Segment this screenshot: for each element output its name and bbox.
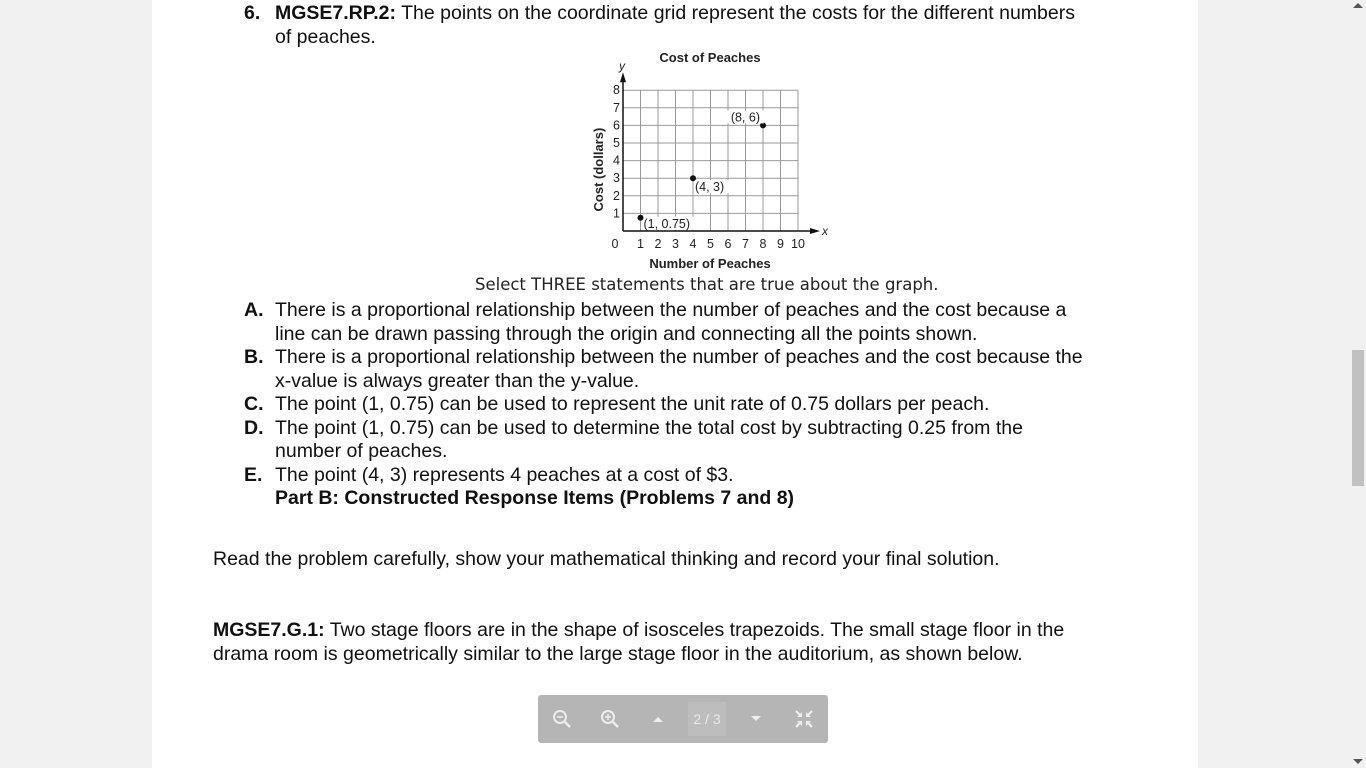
- x-axis-letter: x: [822, 224, 828, 238]
- page-indicator[interactable]: 2 / 3: [688, 702, 726, 736]
- data-point-label: (1, 0.75): [643, 216, 691, 231]
- option-text-line: x-value is always greater than the y-value.: [275, 369, 640, 392]
- option-letter: E.: [244, 463, 263, 486]
- option-text-line: There is a proportional relationship between the number of peaches and the cost because the: [275, 346, 1083, 368]
- option-text-line: The point (1, 0.75) can be used to represent the unit rate of 0.75 dollars per peach.: [275, 393, 990, 415]
- zoom-in-icon: [600, 709, 620, 729]
- chevron-up-icon: [652, 715, 664, 723]
- question-7-text: Two stage floors are in the shape of isosceles trapezoids. The small stage floor in the: [324, 619, 1065, 641]
- zoom-out-button[interactable]: [542, 695, 582, 743]
- x-tick-label: 4: [689, 237, 697, 251]
- exit-fullscreen-button[interactable]: [784, 695, 824, 743]
- option-text-line: The point (1, 0.75) can be used to determine the total cost by subtracting 0.25 from the: [275, 416, 1023, 439]
- y-tick-label: 5: [613, 136, 620, 150]
- vertical-scrollbar[interactable]: [1349, 0, 1366, 768]
- select-instruction: Select THREE statements that are true about the graph.: [475, 275, 939, 294]
- y-tick-label: 1: [613, 206, 620, 221]
- x-tick-label: 1: [637, 237, 644, 251]
- x-tick-label: 3: [672, 237, 679, 251]
- zoom-in-button[interactable]: [590, 695, 630, 743]
- y-axis-label: Cost (dollars): [591, 127, 606, 212]
- x-axis-arrow-icon: [810, 228, 820, 234]
- option-text-line: number of peaches.: [275, 440, 448, 462]
- y-axis-arrow-icon: [620, 72, 626, 82]
- y-tick-label: 7: [613, 100, 620, 115]
- x-tick-label: 2: [654, 237, 662, 251]
- x-tick-label: 5: [707, 237, 714, 251]
- y-axis-letter: y: [619, 59, 625, 74]
- scrollbar-thumb[interactable]: [1352, 350, 1364, 486]
- standard-code: MGSE7.RP.2:: [275, 2, 397, 24]
- question-6-line-2: of peaches.: [275, 26, 376, 48]
- option-text-line: The point (4, 3) represents 4 peaches at a cost of $3.: [275, 463, 734, 486]
- data-point-label: (8, 6): [730, 110, 760, 125]
- scroll-down-arrow-icon[interactable]: [1353, 759, 1363, 764]
- x-tick-label: 8: [759, 237, 767, 251]
- cost-of-peaches-chart: [580, 45, 840, 275]
- zoom-out-icon: [552, 709, 572, 729]
- question-text: The points on the coordinate grid represent the costs for the different numbers: [401, 2, 1075, 24]
- y-tick-label: 2: [613, 188, 620, 203]
- data-point-label: (4, 3): [695, 180, 725, 195]
- read-instruction: Read the problem carefully, show your mathematical thinking and record your final solution.: [213, 548, 1000, 570]
- x-tick-label: 9: [777, 237, 784, 251]
- x-tick-label: 6: [724, 237, 732, 251]
- x-axis-label: Number of Peaches: [649, 256, 771, 271]
- y-tick-label: 6: [613, 118, 620, 133]
- part-b-heading: Part B: Constructed Response Items (Problems 7 and 8): [275, 487, 795, 509]
- origin-label: 0: [611, 237, 619, 251]
- option-letter: B.: [244, 346, 264, 368]
- option-letter: D.: [244, 416, 264, 439]
- option-letter: A.: [244, 299, 264, 321]
- previous-page-button[interactable]: [638, 695, 678, 743]
- option-letter: C.: [244, 393, 264, 415]
- scroll-up-arrow-icon[interactable]: [1353, 3, 1363, 8]
- question-number: 6.: [244, 2, 261, 24]
- chevron-down-icon: [750, 715, 762, 723]
- x-tick-label: 7: [742, 237, 749, 251]
- y-tick-label: 3: [613, 171, 620, 186]
- next-page-button[interactable]: [736, 695, 776, 743]
- standard-code-7: MGSE7.G.1:: [213, 619, 325, 641]
- question-6-line-1: [275, 2, 1075, 26]
- question-7-line-1: [213, 619, 1064, 643]
- y-tick-label: 4: [613, 153, 620, 168]
- pdf-viewer-toolbar: [538, 695, 828, 743]
- exit-fullscreen-icon: [794, 709, 814, 729]
- x-tick-label: 10: [791, 237, 805, 251]
- y-tick-label: 8: [613, 83, 620, 98]
- option-text-line: line can be drawn passing through the origin and connecting all the points shown.: [275, 322, 978, 345]
- option-text-line: There is a proportional relationship between the number of peaches and the cost because a: [275, 299, 1067, 321]
- chart-title: Cost of Peaches: [659, 50, 761, 65]
- question-7-line-2: drama room is geometrically similar to the large stage floor in the auditorium, as shown below.: [213, 643, 1023, 665]
